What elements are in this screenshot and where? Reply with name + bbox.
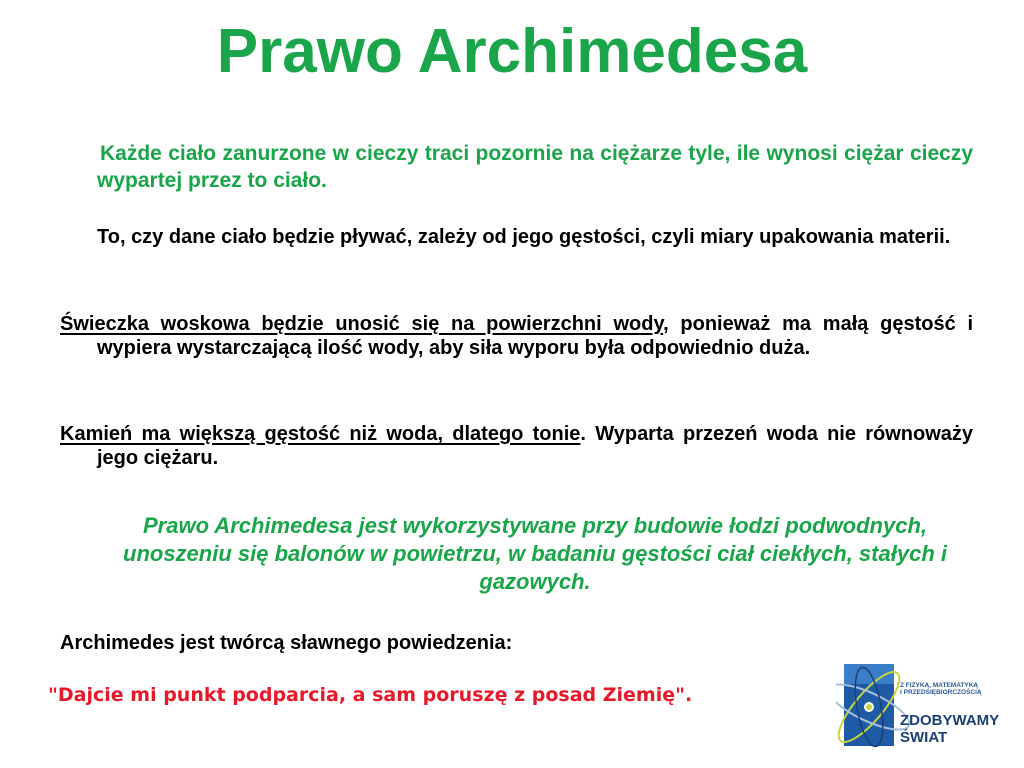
candle-paragraph (60, 312, 973, 360)
stone-rest-text: . Wyparta przezeń woda nie równoważy jego ciężaru. (97, 423, 974, 469)
page-title: Prawo Archimedesa (216, 17, 808, 86)
candle-underlined-text: Świeczka woskowa będzie unosić się na powierzchni wody (60, 313, 664, 335)
saying-intro: Archimedes jest twórcą sławnego powiedzenia: (60, 632, 513, 654)
candle-rest-text: , ponieważ ma małą gęstość i wypiera wystarczającą ilość wody, aby siła wyporu była odpowiednio duża. (97, 313, 974, 359)
law-statement: Każde ciało zanurzone w cieczy traci pozornie na ciężarze tyle, ile wynosi ciężar cieczy wypartej przez to ciało. (97, 142, 973, 192)
usage-paragraph: Prawo Archimedesa jest wykorzystywane przy budowie łodzi podwodnych, unoszeniu się balonów w powietrzu, w badaniu gęstości ciał ciekłych, stałych i gazowych. (123, 513, 947, 594)
stone-paragraph (60, 422, 973, 470)
project-logo (836, 652, 1018, 756)
logo-title-line1: ZDOBYWAMY (900, 712, 1000, 729)
logo-title (900, 712, 1018, 746)
logo-subtitle-line1: Z FIZYKĄ, MATEMATYKĄ (900, 682, 979, 689)
logo-subtitle (900, 682, 1016, 696)
logo-subtitle-line2: I PRZEDSIĘBIORCZOŚCIĄ (900, 689, 982, 696)
density-note: To, czy dane ciało będzie pływać, zależy od jego gęstości, czyli miary upakowania materii. (97, 226, 951, 248)
archimedes-quote: "Dajcie mi punkt podparcia, a sam poruszę z posad Ziemię". (48, 684, 693, 706)
logo-title-line2: ŚWIAT (900, 729, 948, 746)
stone-underlined-text: Kamień ma większą gęstość niż woda, dlatego tonie (60, 423, 581, 445)
